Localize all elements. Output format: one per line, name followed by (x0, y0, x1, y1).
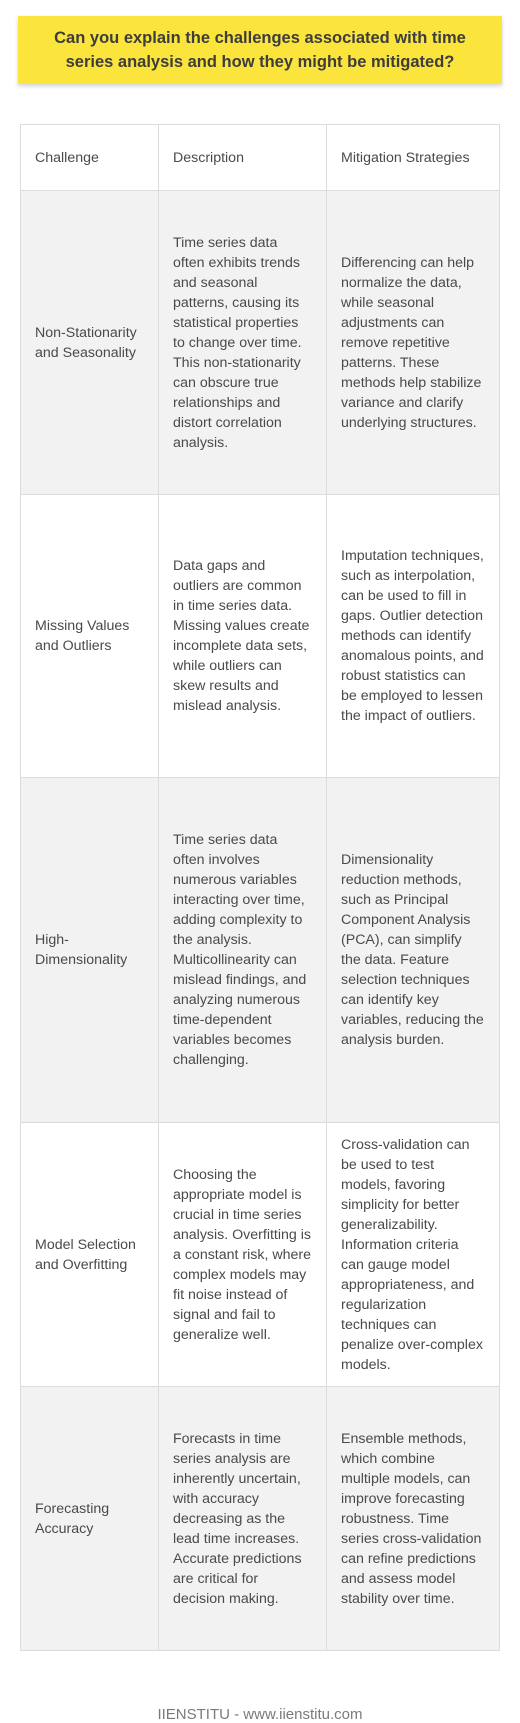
cell-challenge (21, 778, 159, 1123)
mitigation-text: Ensemble methods, which combine multiple models, can improve forecasting robustness. Time series cross-validation can refine predictions and assess model stability over time. (341, 1430, 482, 1607)
mitigation-text: Differencing can help normalize the data, while seasonal adjustments can remove repetitive patterns. These methods help stabilize variance and clarify underlying structures. (341, 254, 482, 431)
table-header-row (21, 125, 500, 191)
description-text: Forecasts in time series analysis are inherently uncertain, with accuracy decreasing as the lead time increases. Accurate predictions are critical for decision making. (173, 1430, 302, 1607)
description-text: Time series data often involves numerous variables interacting over time, adding complexity to the analysis. Multicollinearity can mislead findings, and analyzing numerous time-dependent variables becomes challenging. (173, 832, 307, 1068)
description-text: Data gaps and outliers are common in time series data. Missing values create incomplete data sets, while outliers can skew results and mislead analysis. (173, 558, 310, 714)
mitigation-text: Imputation techniques, such as interpolation, can be used to fill in gaps. Outlier detection methods can identify anomalous points, and robust statistics can be employed to lessen the impact of outliers. (341, 548, 484, 724)
challenge-text: High-Dimensionality (35, 932, 128, 968)
challenges-table-container (20, 124, 499, 1651)
cell-description (159, 495, 327, 778)
question-banner (18, 16, 502, 84)
cell-description (159, 1387, 327, 1651)
cell-description (159, 778, 327, 1123)
cell-challenge (21, 1387, 159, 1651)
cell-challenge (21, 495, 159, 778)
cell-description (159, 191, 327, 495)
table-row (21, 495, 500, 778)
cell-mitigation (327, 1387, 500, 1651)
cell-mitigation (327, 1123, 500, 1387)
cell-challenge (21, 1123, 159, 1387)
cell-mitigation (327, 778, 500, 1123)
header-challenge: Challenge (21, 125, 159, 191)
table-row (21, 191, 500, 495)
challenge-text: Non-Stationarity and Seasonality (35, 324, 137, 361)
table-row (21, 1387, 500, 1651)
challenge-text: Model Selection and Overfitting (35, 1236, 136, 1273)
cell-mitigation (327, 495, 500, 778)
mitigation-text: Cross-validation can be used to test models, favoring simplicity for better generalizability. Information criteria can gauge model appropriateness, and regularization techniques can penalize over-complex models. (341, 1136, 483, 1373)
cell-description (159, 1123, 327, 1387)
table-row (21, 778, 500, 1123)
description-text: Choosing the appropriate model is crucial in time series analysis. Overfitting is a constant risk, where complex models may fit noise instead of signal and fail to generalize well. (173, 1166, 311, 1343)
header-description: Description (159, 125, 327, 191)
description-text: Time series data often exhibits trends and seasonal patterns, causing its statistical properties to change over time. This non-stationarity can obscure true relationships and distort correlation analysis. (173, 234, 302, 451)
footer-credit: IIENSTITU - www.iienstitu.com (157, 1706, 363, 1723)
cell-challenge (21, 191, 159, 495)
cell-mitigation (327, 191, 500, 495)
challenge-text: Missing Values and Outliers (35, 618, 130, 654)
challenges-table (20, 124, 500, 1651)
header-mitigation: Mitigation Strategies (327, 125, 500, 191)
table-row (21, 1123, 500, 1387)
challenge-text: Forecasting Accuracy (35, 1500, 110, 1537)
question-title: Can you explain the challenges associated with time series analysis and how they might be mitigated? (54, 29, 466, 71)
mitigation-text: Dimensionality reduction methods, such as Principal Component Analysis (PCA), can simplify the data. Feature selection techniques can identify key variables, reducing the analysis burden. (341, 852, 484, 1048)
